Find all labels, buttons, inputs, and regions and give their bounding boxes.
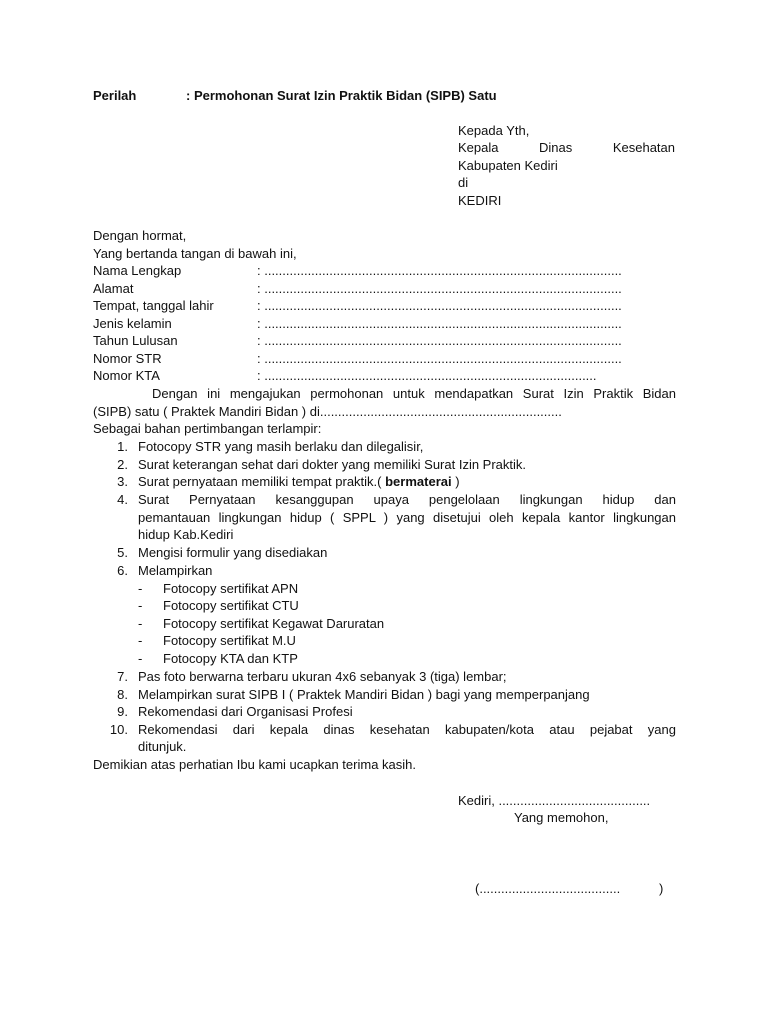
list-number-2: 2.	[117, 457, 128, 472]
perihal-value: : Permohonan Surat Izin Praktik Bidan (SIPB) Satu	[186, 88, 497, 103]
list-number-3: 3.	[117, 474, 128, 489]
field-value-ttl: : ...................................................................................................	[257, 298, 622, 313]
list-item-9: Rekomendasi dari Organisasi Profesi	[138, 704, 353, 719]
recipient-line3: Kabupaten Kediri	[458, 158, 558, 173]
sub-item-dash: -	[138, 598, 143, 613]
recipient-word-kepala: Kepala	[458, 140, 499, 155]
list-item-3-bold: bermaterai	[385, 474, 452, 489]
list-number-7: 7.	[117, 669, 128, 684]
field-label-alamat: Alamat	[93, 281, 134, 296]
list-item-8: Melampirkan surat SIPB I ( Praktek Mandiri Bidan ) bagi yang memperpanjang	[138, 687, 590, 702]
intro-text: Yang bertanda tangan di bawah ini,	[93, 246, 297, 261]
recipient-line4: di	[458, 175, 469, 190]
signature-line: (.......................................	[475, 881, 621, 896]
field-label-nomor-kta: Nomor KTA	[93, 368, 160, 383]
list-number-8: 8.	[117, 687, 128, 702]
sub-item-kegawat: Fotocopy sertifikat Kegawat Daruratan	[163, 616, 385, 631]
list-item-10-line1: Rekomendasi dari kepala dinas kesehatan kabupaten/kota atau pejabat yang	[138, 722, 676, 737]
closing-thanks: Demikian atas perhatian Ibu kami ucapkan terima kasih.	[93, 757, 416, 772]
recipient-word-dinas: Dinas	[539, 140, 573, 155]
field-label-nomor-str: Nomor STR	[93, 351, 162, 366]
field-value-nomor-kta: : ............................................................................................	[257, 368, 597, 383]
greeting: Dengan hormat,	[93, 228, 187, 243]
considerations-heading: Sebagai bahan pertimbangan terlampir:	[93, 421, 322, 436]
list-number-4: 4.	[117, 492, 128, 507]
list-item-7: Pas foto berwarna terbaru ukuran 4x6 sebanyak 3 (tiga) lembar;	[138, 669, 507, 684]
list-item-6: Melampirkan	[138, 563, 213, 578]
list-item-1: Fotocopy STR yang masih berlaku dan dilegalisir,	[138, 439, 424, 454]
sub-item-ctu: Fotocopy sertifikat CTU	[163, 598, 299, 613]
list-item-5: Mengisi formulir yang disediakan	[138, 545, 328, 560]
field-value-tahun-lulusan: : ...................................................................................................	[257, 333, 622, 348]
body-paragraph-line2: (SIPB) satu ( Praktek Mandiri Bidan ) di...................................................................	[93, 404, 562, 419]
list-item-2: Surat keterangan sehat dari dokter yang memiliki Surat Izin Praktik.	[138, 457, 527, 472]
body-paragraph-line1: Dengan ini mengajukan permohonan untuk mendapatkan Surat Izin Praktik Bidan	[152, 386, 676, 401]
sub-item-dash: -	[138, 633, 143, 648]
recipient-line1: Kepada Yth,	[458, 123, 530, 138]
recipient-line5: KEDIRI	[458, 193, 502, 208]
list-item-4-line1: Surat Pernyataan kesanggupan upaya pengelolaan lingkungan hidup dan	[138, 492, 676, 507]
list-number-9: 9.	[117, 704, 128, 719]
sub-item-apn: Fotocopy sertifikat APN	[163, 581, 299, 596]
sub-item-kta-ktp: Fotocopy KTA dan KTP	[163, 651, 298, 666]
sub-item-dash: -	[138, 581, 143, 596]
recipient-line2	[458, 139, 675, 156]
list-number-6: 6.	[117, 563, 128, 578]
sub-item-dash: -	[138, 616, 143, 631]
field-value-nomor-str: : ...................................................................................................	[257, 351, 622, 366]
list-number-10: 10.	[109, 722, 128, 737]
place-date: Kediri, ..........................................	[458, 793, 651, 808]
list-item-3-text: Surat pernyataan memiliki tempat praktik.(	[138, 474, 386, 489]
field-label-tahun-lulusan: Tahun Lulusan	[93, 333, 178, 348]
field-value-alamat: : ...................................................................................................	[257, 281, 622, 296]
field-value-jenis-kelamin: : ...................................................................................................	[257, 316, 622, 331]
field-value-nama: : ...................................................................................................	[257, 263, 622, 278]
list-item-3-close: )	[451, 474, 460, 489]
recipient-word-kesehatan: Kesehatan	[612, 140, 675, 155]
perihal-label: Perilah	[93, 88, 137, 103]
field-label-ttl: Tempat, tanggal lahir	[93, 298, 214, 313]
applicant-label: Yang memohon,	[514, 810, 609, 825]
field-label-jenis-kelamin: Jenis kelamin	[93, 316, 172, 331]
list-item-4-line3: hidup Kab.Kediri	[138, 527, 234, 542]
list-item-3	[138, 473, 460, 490]
signature-close: )	[659, 881, 664, 896]
list-item-4-line2: pemantauan lingkungan hidup ( SPPL ) yang disetujui oleh kepala kantor lingkungan	[138, 510, 676, 525]
list-number-5: 5.	[117, 545, 128, 560]
sub-item-mu: Fotocopy sertifikat M.U	[163, 633, 296, 648]
field-label-nama: Nama Lengkap	[93, 263, 182, 278]
list-number-1: 1.	[117, 439, 128, 454]
sub-item-dash: -	[138, 651, 143, 666]
list-item-10-line2: ditunjuk.	[138, 739, 187, 754]
